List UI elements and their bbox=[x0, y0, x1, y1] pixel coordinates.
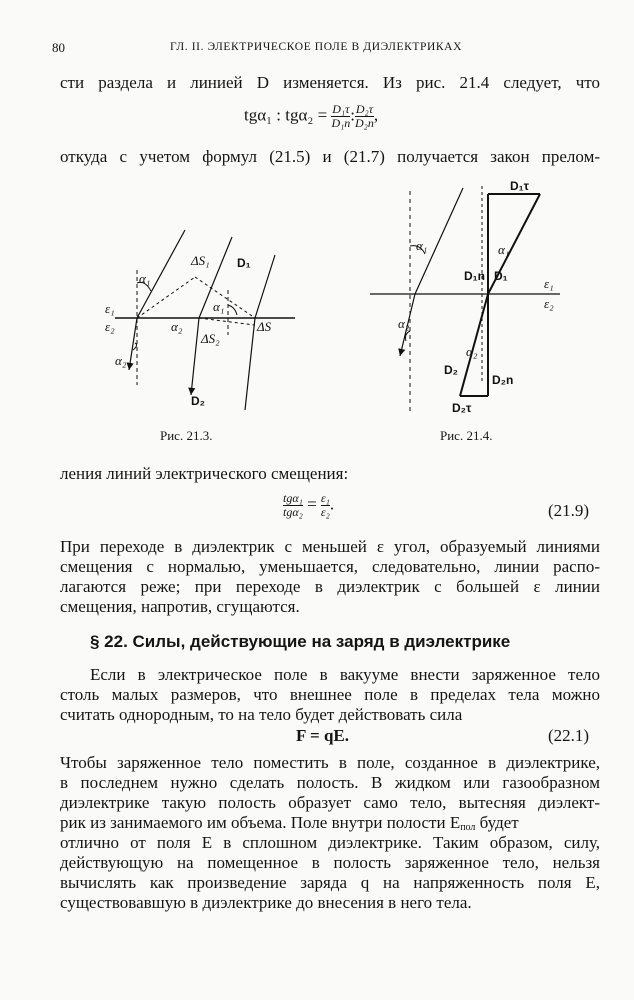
fig214-label-alpha2-left: α₂ bbox=[398, 316, 410, 331]
figure-21-4 bbox=[370, 176, 580, 421]
fig213-label-D1: D₁ bbox=[237, 256, 251, 270]
para6-line5: отлично от поля E в сплошном диэлектрике. Таким образом, силу, bbox=[60, 833, 600, 852]
fig213-label-alpha2-low: α₂ bbox=[115, 353, 127, 368]
eq-ratio-frac1-den: D₁n bbox=[331, 116, 351, 130]
para6-line4 bbox=[60, 813, 600, 833]
fig214-label-D2t: D₂τ bbox=[452, 401, 472, 415]
fig213-refracted-line-3 bbox=[245, 318, 255, 410]
para5-line2: столь малых размеров, что внешнее поле в пределах тела можно bbox=[60, 685, 600, 704]
fig213-label-dS: ΔS bbox=[257, 319, 272, 334]
fig213-label-alpha2-mid: α₂ bbox=[171, 319, 183, 334]
fig213-label-eps2: ε₂ bbox=[105, 319, 115, 334]
eq-ratio-lhs: tgα₁ : tgα₂ = bbox=[244, 105, 328, 125]
para4-line2: смещения с нормалью, уменьшается, следовательно, линии распо- bbox=[60, 557, 600, 576]
para6-line4-sub: пол bbox=[460, 822, 476, 833]
eq219-lhs-num: tgα₁ bbox=[283, 491, 303, 505]
eq219-rhs-den: ε₂ bbox=[320, 505, 330, 519]
eq-ratio-frac2 bbox=[355, 103, 374, 130]
fig214-label-D1: D₁ bbox=[494, 269, 508, 283]
fig213-label-eps1: ε₁ bbox=[105, 301, 115, 316]
eq219-lhs-den: tgα₂ bbox=[283, 505, 303, 519]
para6-line4-text: рик из занимаемого им объема. Поле внутри полости E bbox=[60, 813, 461, 832]
eq-ratio-end: , bbox=[373, 105, 379, 125]
para4-line3: лагаются реже; при переходе в диэлектрик с большей ε линии bbox=[60, 577, 600, 596]
para5-line1: Если в электрическое поле в вакууме внести заряженное тело bbox=[90, 665, 600, 684]
para6-line8: существовавшую в диэлектрике до внесения в него тела. bbox=[60, 893, 472, 912]
fig213-alpha1-mid-arc bbox=[228, 305, 237, 315]
fig213-label-D2: D₂ bbox=[191, 394, 205, 408]
fig214-label-alpha2-right: α₂ bbox=[466, 344, 478, 359]
para6-line7: вычислять как произведение заряда q на напряженность поля E, bbox=[60, 873, 600, 892]
fig213-incident-line-3 bbox=[255, 255, 275, 318]
eq221-number: (22.1) bbox=[548, 726, 590, 745]
fig214-label-alpha1-right: α₁ bbox=[498, 242, 510, 257]
fig214-label-D2: D₂ bbox=[444, 363, 458, 377]
fig213-refracted-line-2 bbox=[191, 318, 199, 395]
eq219-equals: = bbox=[307, 494, 317, 514]
para3-line1: ления линий электрического смещения: bbox=[60, 464, 349, 483]
para2-line1: откуда с учетом формул (21.5) и (21.7) получается закон прелом- bbox=[60, 147, 600, 166]
fig213-label-alpha1-top: α₁ bbox=[139, 271, 151, 286]
para1-line1: сти раздела и линией D изменяется. Из рис. 21.4 следует, что bbox=[60, 73, 600, 92]
eq219-dot: . bbox=[329, 494, 335, 514]
fig214-label-D2n: D₂n bbox=[492, 373, 514, 387]
para6-line1: Чтобы заряженное тело поместить в поле, созданное в диэлектрике, bbox=[60, 753, 600, 772]
eq219-rhs-frac bbox=[321, 492, 330, 519]
eq221-formula: F = qE. bbox=[296, 726, 349, 745]
para6-line2: в последнем нужно сделать полость. В жидком или газообразном bbox=[60, 773, 600, 792]
para4-line1: При переходе в диэлектрик с меньшей ε угол, образуемый линиями bbox=[60, 537, 600, 556]
fig213-caption: Рис. 21.3. bbox=[160, 428, 213, 443]
fig214-label-alpha1-left: α₁ bbox=[416, 238, 428, 253]
fig214-label-eps2: ε₂ bbox=[544, 296, 554, 311]
eq219-number: (21.9) bbox=[548, 501, 590, 520]
eq219-rhs-num: ε₁ bbox=[320, 491, 330, 505]
para5-line3: считать однородным, то на тело будет действовать сила bbox=[60, 705, 463, 724]
fig214-label-D1t: D₁τ bbox=[510, 179, 529, 193]
figure-21-3 bbox=[95, 225, 305, 420]
eq-ratio-colon: : bbox=[350, 105, 356, 125]
para6-line3: диэлектрике такую полость образует само тело, вытесняя диэлект- bbox=[60, 793, 600, 812]
section-title: § 22. Силы, действующие на заряд в диэлектрике bbox=[90, 632, 511, 651]
page-number: 80 bbox=[52, 40, 65, 55]
fig213-dS1-segment-b bbox=[195, 277, 255, 318]
fig213-label-dS1: ΔS₁ bbox=[191, 253, 210, 268]
running-title: ГЛ. II. ЭЛЕКТРИЧЕСКОЕ ПОЛЕ В ДИЭЛЕКТРИКАХ bbox=[170, 41, 462, 53]
eq-ratio-frac1 bbox=[331, 103, 350, 130]
para6-line4-end: будет bbox=[475, 813, 519, 832]
eq-ratio-frac2-num: D₂τ bbox=[355, 102, 373, 116]
para4-line4: смещения, напротив, сгущаются. bbox=[60, 597, 300, 616]
para6-line6: действующую на помещенное в полость заряженное тело, нельзя bbox=[60, 853, 600, 872]
fig213-label-alpha1-mid: α₁ bbox=[213, 299, 225, 314]
fig213-dS2-segment bbox=[199, 318, 255, 325]
fig214-caption: Рис. 21.4. bbox=[440, 428, 493, 443]
eq-ratio-frac2-den: D₂n bbox=[355, 116, 374, 130]
fig214-label-eps1: ε₁ bbox=[544, 276, 554, 291]
equation-21-9 bbox=[283, 492, 334, 519]
equation-tangent-ratio bbox=[244, 103, 378, 130]
fig214-label-D1n: D₁n bbox=[464, 269, 485, 283]
fig213-label-dS2: ΔS₂ bbox=[201, 331, 220, 346]
eq219-lhs-frac bbox=[283, 492, 303, 519]
eq-ratio-frac1-num: D₁τ bbox=[332, 102, 350, 116]
